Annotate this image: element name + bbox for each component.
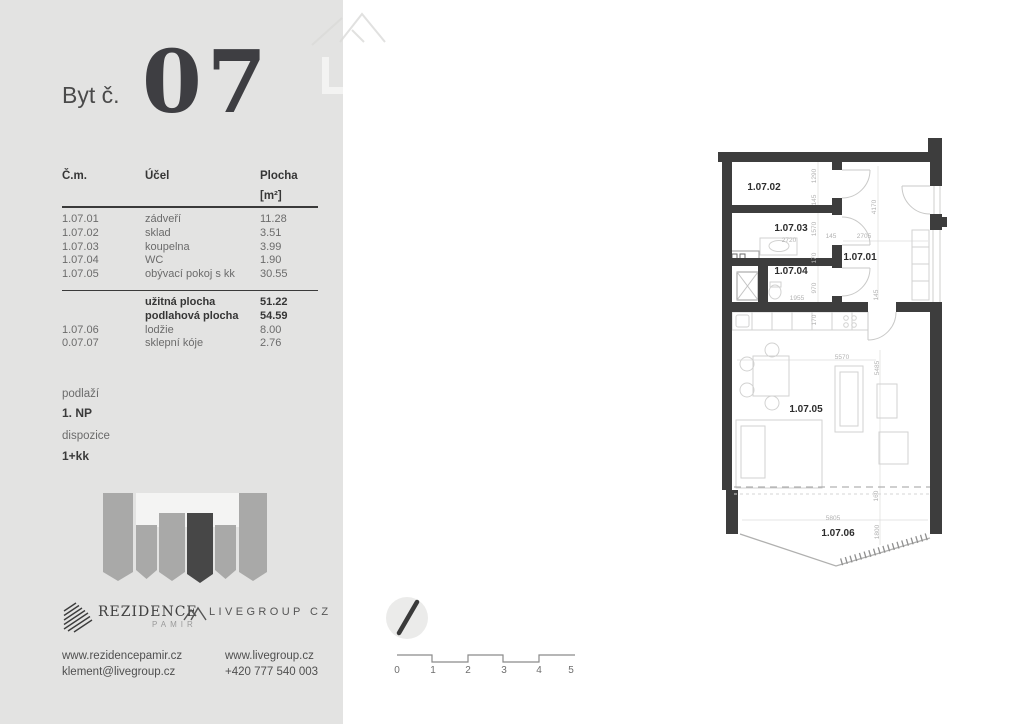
room-label: 1.07.01 [843,252,877,263]
dimension-label: 160 [873,490,880,502]
dimension-label: 4170 [871,199,878,215]
cell-purpose: sklepní kóje [145,337,204,350]
website-rezidence: www.rezidencepamir.cz [62,650,183,662]
scale-tick-label: 0 [394,665,400,676]
scale-tick-label: 3 [501,665,507,676]
room-label: 1.07.03 [774,223,808,234]
dimension-label: 1955 [789,295,805,302]
scale-tick-label: 2 [465,665,471,676]
cell-area: 8.00 [260,323,282,336]
room-label: 1.07.02 [747,182,781,193]
dimension-label: 5485 [874,360,881,376]
loggia [734,487,930,566]
dimension-label: 145 [811,194,818,206]
cell-purpose: lodžie [145,323,174,336]
dimension-label: 5570 [834,354,850,361]
cell-purpose: obývací pokoj s kk [145,268,235,281]
cell-purpose: WC [145,254,164,267]
rezidence-logo-name: REZIDENCE [98,604,198,620]
col-header-cm: Č.m. [62,170,87,182]
dimension-label: 970 [811,282,818,294]
livegroup-logo-name: LIVEGROUP CZ [209,606,332,618]
contact-email: klement@livegroup.cz [62,666,176,678]
cell-area: 3.99 [260,240,282,253]
scale-tick-label: 1 [430,665,436,676]
cell-room-no: 1.07.01 [62,213,99,225]
total-value: 54.59 [260,309,288,322]
cell-area: 2.76 [260,337,282,350]
dimension-label: 1570 [811,221,818,237]
floor-value: 1. NP [62,406,93,420]
dimension-label: 170 [811,252,818,264]
cell-purpose: koupelna [145,240,190,253]
unit-number: 07 [142,32,272,133]
walls [718,138,947,534]
dimension-label: 170 [811,314,818,326]
cell-purpose: sklad [145,226,171,239]
dimension-label: 145 [825,233,837,240]
furniture-outlines [727,230,929,488]
website-livegroup: www.livegroup.cz [225,650,314,662]
watermark-mountain-icon [312,14,385,45]
room-label: 1.07.06 [821,528,855,539]
col-header-plocha: Plocha [m²] [260,170,298,202]
cell-room-no: 1.07.06 [62,323,99,336]
dimension-label: 2720 [781,237,797,244]
dimension-label: 2705 [856,233,872,240]
scale-bar [394,655,575,676]
window-lines [933,186,940,302]
floor-label: podlaží [62,388,100,400]
dimension-label: 5805 [825,515,841,522]
cell-room-no: 0.07.07 [62,337,99,350]
layout-label: dispozice [62,430,110,442]
rezidence-logo-sub: PAMIR [152,620,197,629]
cell-purpose: zádveří [145,213,182,225]
unit-title-prefix: Byt č. [62,82,120,108]
cell-room-no: 1.07.04 [62,254,99,267]
cell-room-no: 1.07.05 [62,268,99,281]
room-label: 1.07.04 [774,266,808,277]
col-header-ucel: Účel [145,170,170,182]
north-indicator [386,597,428,639]
scale-tick-label: 4 [536,665,542,676]
total-label: užitná plocha [145,295,216,308]
contact-phone: +420 777 540 003 [225,666,319,678]
cell-area: 11.28 [260,213,287,225]
cell-room-no: 1.07.03 [62,240,99,253]
room-label: 1.07.05 [789,404,823,415]
dimension-label: 145 [873,289,880,301]
cell-area: 30.55 [260,268,288,281]
layout-value: 1+kk [62,449,90,463]
scale-tick-label: 5 [568,665,574,676]
cell-room-no: 1.07.02 [62,226,99,239]
dimension-label: 1800 [874,524,881,540]
cell-area: 3.51 [260,226,282,239]
total-label: podlahová plocha [145,309,239,322]
total-value: 51.22 [260,295,288,308]
cell-area: 1.90 [260,254,282,267]
dimension-label: 1290 [811,168,818,184]
